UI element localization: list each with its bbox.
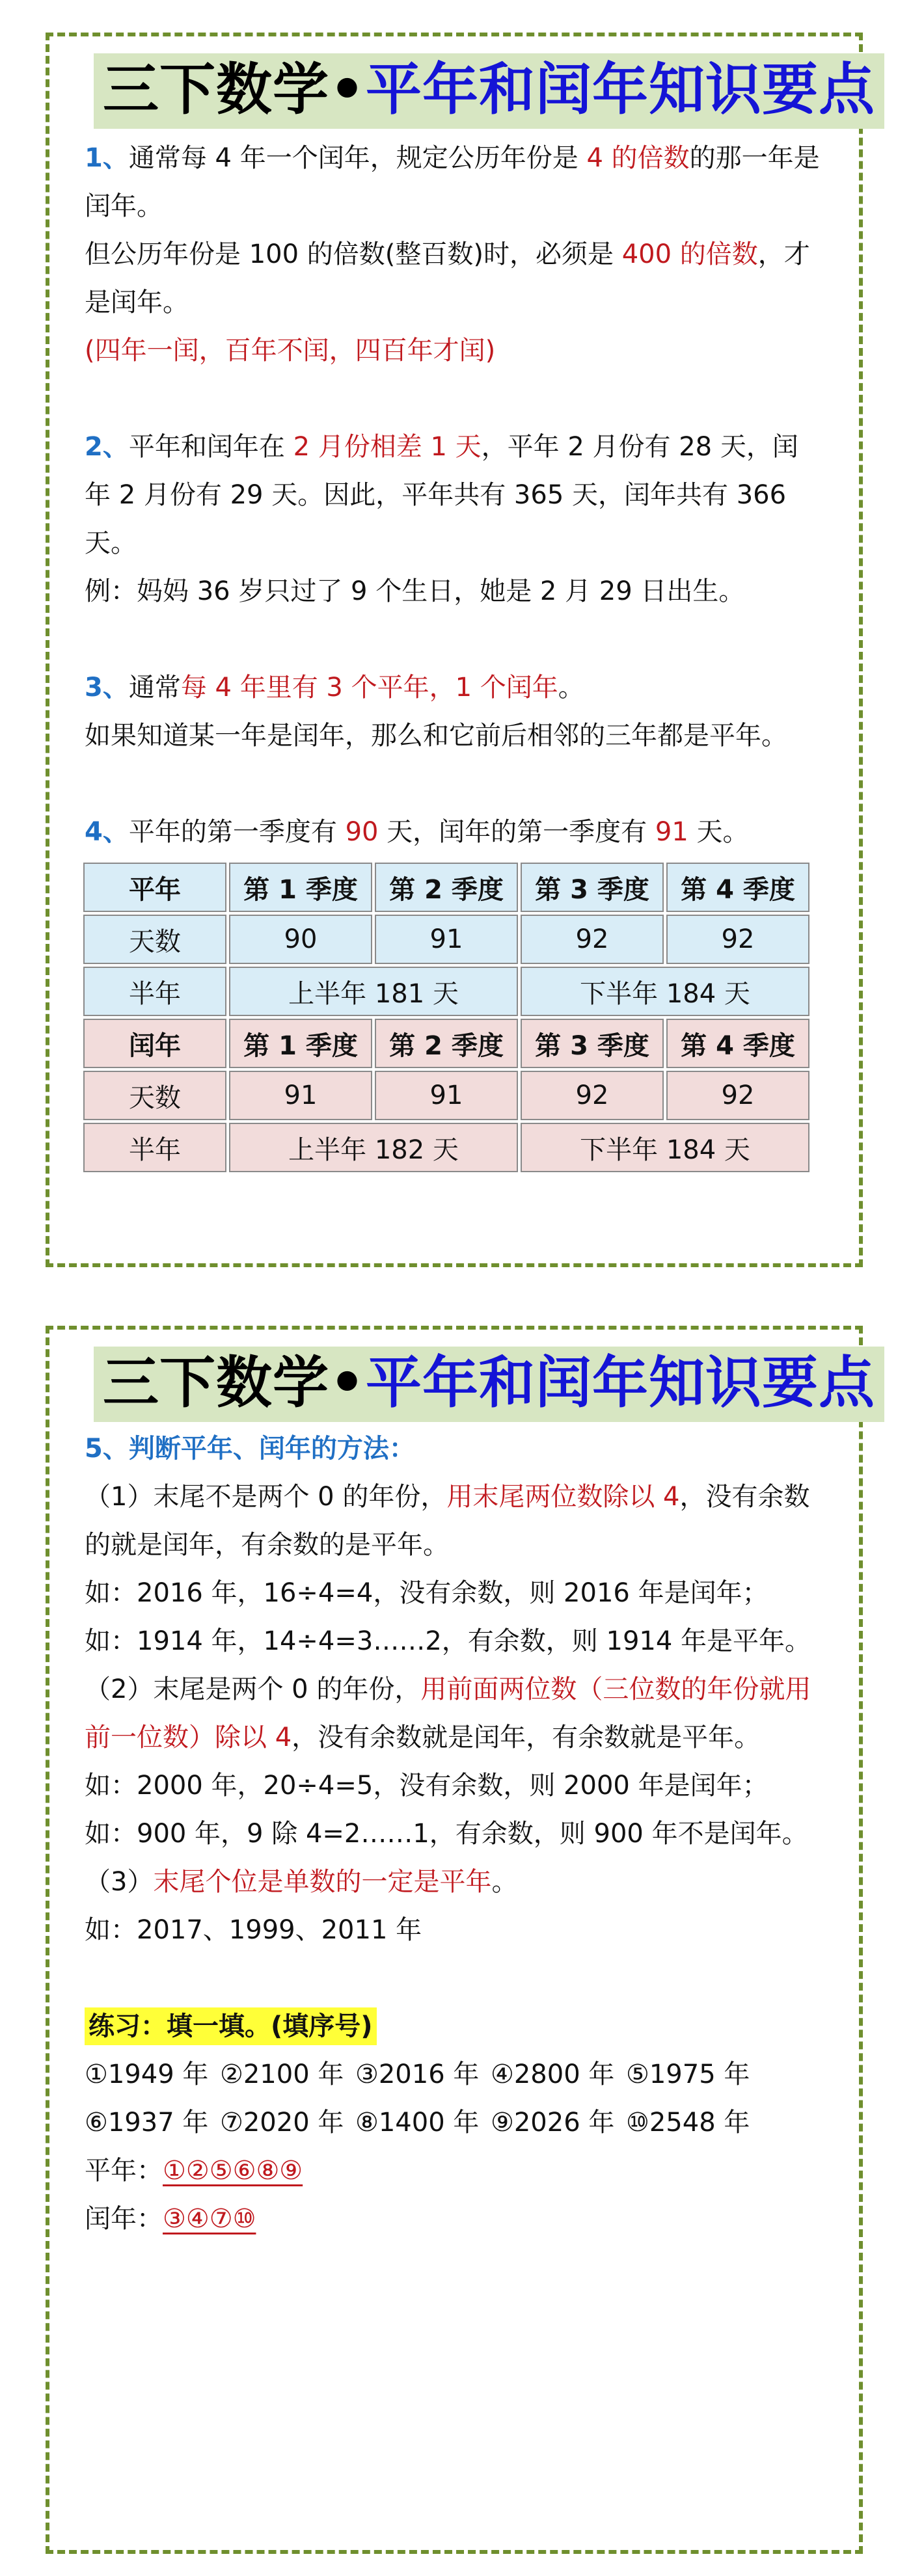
example-line: 如：2017、1999、2011 年 (85, 1915, 422, 1945)
highlight-text: 4 的倍数 (586, 143, 690, 173)
page-title (94, 1347, 884, 1422)
table-row (83, 863, 809, 912)
text: 通常 (128, 673, 181, 703)
quarter-header: 第 3 季度 (521, 1019, 664, 1068)
knowledge-card-1 (46, 33, 875, 1267)
highlight-text: 每 4 年里有 3 个平年，1 个闰年 (180, 673, 558, 703)
practice-heading-line (85, 2002, 824, 2050)
quarter-header: 第 3 季度 (521, 863, 664, 912)
text: 通常每 4 年一个闰年，规定公历年份是 (128, 143, 587, 173)
section-1-rule (85, 134, 824, 230)
section-1-century-rule (85, 230, 824, 327)
common-year-label: 平年 (83, 863, 226, 912)
table-row (83, 1019, 809, 1068)
table-row (83, 1071, 809, 1120)
section-2-example: 例：妈妈 36 岁只过了 9 个生日，她是 2 月 29 日出生。 (85, 576, 745, 606)
row-label-half: 半年 (83, 1123, 226, 1172)
table-cell: 下半年 184 天 (521, 1123, 809, 1172)
table-cell: 上半年 182 天 (229, 1123, 518, 1172)
table-cell: 上半年 181 天 (229, 967, 518, 1016)
title-main: 平年和闰年知识要点 (365, 57, 875, 122)
title-prefix: 三下数学• (103, 57, 366, 122)
common-year-answer-line (85, 2147, 824, 2195)
table-cell: 92 (666, 1071, 809, 1120)
section-3-number: 3、 (85, 673, 129, 703)
card-2-content (85, 1347, 875, 2243)
method-1 (85, 1473, 824, 1569)
text: 平年和闰年在 (128, 432, 293, 462)
section-5-heading: 5、判断平年、闰年的方法： (85, 1434, 415, 1464)
section-1-number: 1、 (85, 143, 129, 173)
option-item: ②2100 年 (220, 2059, 344, 2089)
quarter-header: 第 2 季度 (375, 863, 518, 912)
method-2 (85, 1665, 824, 1762)
section-1-mnemonic: (四年一闰，百年不闰，四百年才闰) (85, 336, 496, 366)
section-1 (85, 134, 824, 375)
row-label-half: 半年 (83, 967, 226, 1016)
option-item: ⑧1400 年 (355, 2108, 480, 2138)
common-year-answer: ①②⑤⑥⑧⑨ (163, 2156, 303, 2186)
section-4-number: 4、 (85, 817, 129, 847)
example-line: 如：1914 年，14÷4=3……2，有余数，则 1914 年是平年。 (85, 1626, 811, 1656)
text: （3） (85, 1867, 154, 1897)
highlight-text: 400 的倍数 (621, 239, 758, 269)
section-4-rule (85, 808, 824, 856)
text: 天，闰年的第一季度有 (378, 817, 655, 847)
section-3-rule (85, 664, 824, 712)
card-1-content (85, 53, 875, 1175)
option-item: ⑤1975 年 (626, 2059, 750, 2089)
row-label-days: 天数 (83, 915, 226, 964)
highlight-text: 用前面两位数（三位数的年份就用前一位数）除以 4 (85, 1674, 811, 1752)
highlight-text: 末尾个位是单数的一定是平年 (153, 1867, 492, 1897)
option-item: ⑩2548 年 (626, 2108, 750, 2138)
leap-year-answer: ③④⑦⑩ (163, 2204, 256, 2234)
section-3 (85, 664, 824, 760)
row-label-days: 天数 (83, 1071, 226, 1120)
quarter-header: 第 1 季度 (229, 1019, 372, 1068)
highlight-text: 2 月份相差 1 天 (293, 432, 482, 462)
text: ，没有余数就是闰年，有余数就是平年。 (292, 1723, 761, 1752)
knowledge-card-2 (46, 1326, 875, 2554)
table-cell: 92 (521, 1071, 664, 1120)
quarter-header: 第 4 季度 (666, 1019, 809, 1068)
text: 的那一年是闰年。 (85, 143, 820, 221)
table-cell: 90 (229, 915, 372, 964)
leap-year-answer-line (85, 2195, 824, 2243)
quarter-header: 第 1 季度 (229, 863, 372, 912)
text: ，才是闰年。 (85, 239, 810, 317)
table-cell: 92 (521, 915, 664, 964)
table-row (83, 1123, 809, 1172)
text: 平年的第一季度有 (128, 817, 346, 847)
quarter-header: 第 4 季度 (666, 863, 809, 912)
page-title (94, 53, 884, 129)
option-item: ⑦2020 年 (220, 2108, 344, 2138)
practice-options-row-2 (85, 2099, 824, 2147)
title-main: 平年和闰年知识要点 (365, 1350, 875, 1415)
common-year-answer-label: 平年： (85, 2156, 163, 2186)
practice-heading: 练习：填一填。(填序号) (85, 2007, 377, 2045)
option-item: ①1949 年 (85, 2059, 209, 2089)
table-row (83, 967, 809, 1016)
section-5 (85, 1425, 824, 1954)
table-row (83, 915, 809, 964)
table-cell: 91 (229, 1071, 372, 1120)
text: ，平年 2 月份有 28 天，闰年 2 月份有 29 天。因此，平年共有 365 天，闰年共有 366 天。 (85, 432, 798, 558)
section-2-rule (85, 423, 824, 567)
table-cell: 91 (375, 915, 518, 964)
text: （1）末尾不是两个 0 的年份， (85, 1482, 447, 1512)
text: 天。 (688, 817, 749, 847)
text: 但公历年份是 100 的倍数(整百数)时，必须是 (85, 239, 622, 269)
section-4 (85, 808, 824, 1175)
text: 。 (491, 1867, 518, 1897)
highlight-text: 91 (655, 817, 688, 847)
example-line: 如：2000 年，20÷4=5，没有余数，则 2000 年是闰年； (85, 1771, 768, 1801)
title-prefix: 三下数学• (103, 1350, 366, 1415)
text: ，没有余数的就是闰年，有余数的是平年。 (85, 1482, 810, 1560)
section-2 (85, 423, 824, 615)
table-cell: 91 (375, 1071, 518, 1120)
text: （2）末尾是两个 0 的年份， (85, 1674, 421, 1704)
leap-year-answer-label: 闰年： (85, 2204, 163, 2234)
example-line: 如：900 年，9 除 4=2……1，有余数，则 900 年不是闰年。 (85, 1819, 808, 1849)
table-cell: 92 (666, 915, 809, 964)
example-line: 如：2016 年，16÷4=4，没有余数，则 2016 年是闰年； (85, 1578, 768, 1608)
option-item: ⑨2026 年 (491, 2108, 615, 2138)
section-2-number: 2、 (85, 432, 129, 462)
highlight-text: 90 (345, 817, 379, 847)
practice-section (85, 2002, 824, 2243)
practice-options-row-1 (85, 2050, 824, 2099)
section-3-note: 如果知道某一年是闰年，那么和它前后相邻的三年都是平年。 (85, 721, 787, 751)
table-cell: 下半年 184 天 (521, 967, 809, 1016)
option-item: ⑥1937 年 (85, 2108, 209, 2138)
method-3 (85, 1858, 824, 1906)
quarter-header: 第 2 季度 (375, 1019, 518, 1068)
leap-year-label: 闰年 (83, 1019, 226, 1068)
option-item: ④2800 年 (491, 2059, 615, 2089)
highlight-text: 用末尾两位数除以 4 (446, 1482, 680, 1512)
quarter-days-table (81, 860, 812, 1175)
option-item: ③2016 年 (355, 2059, 480, 2089)
text: 。 (558, 673, 584, 703)
